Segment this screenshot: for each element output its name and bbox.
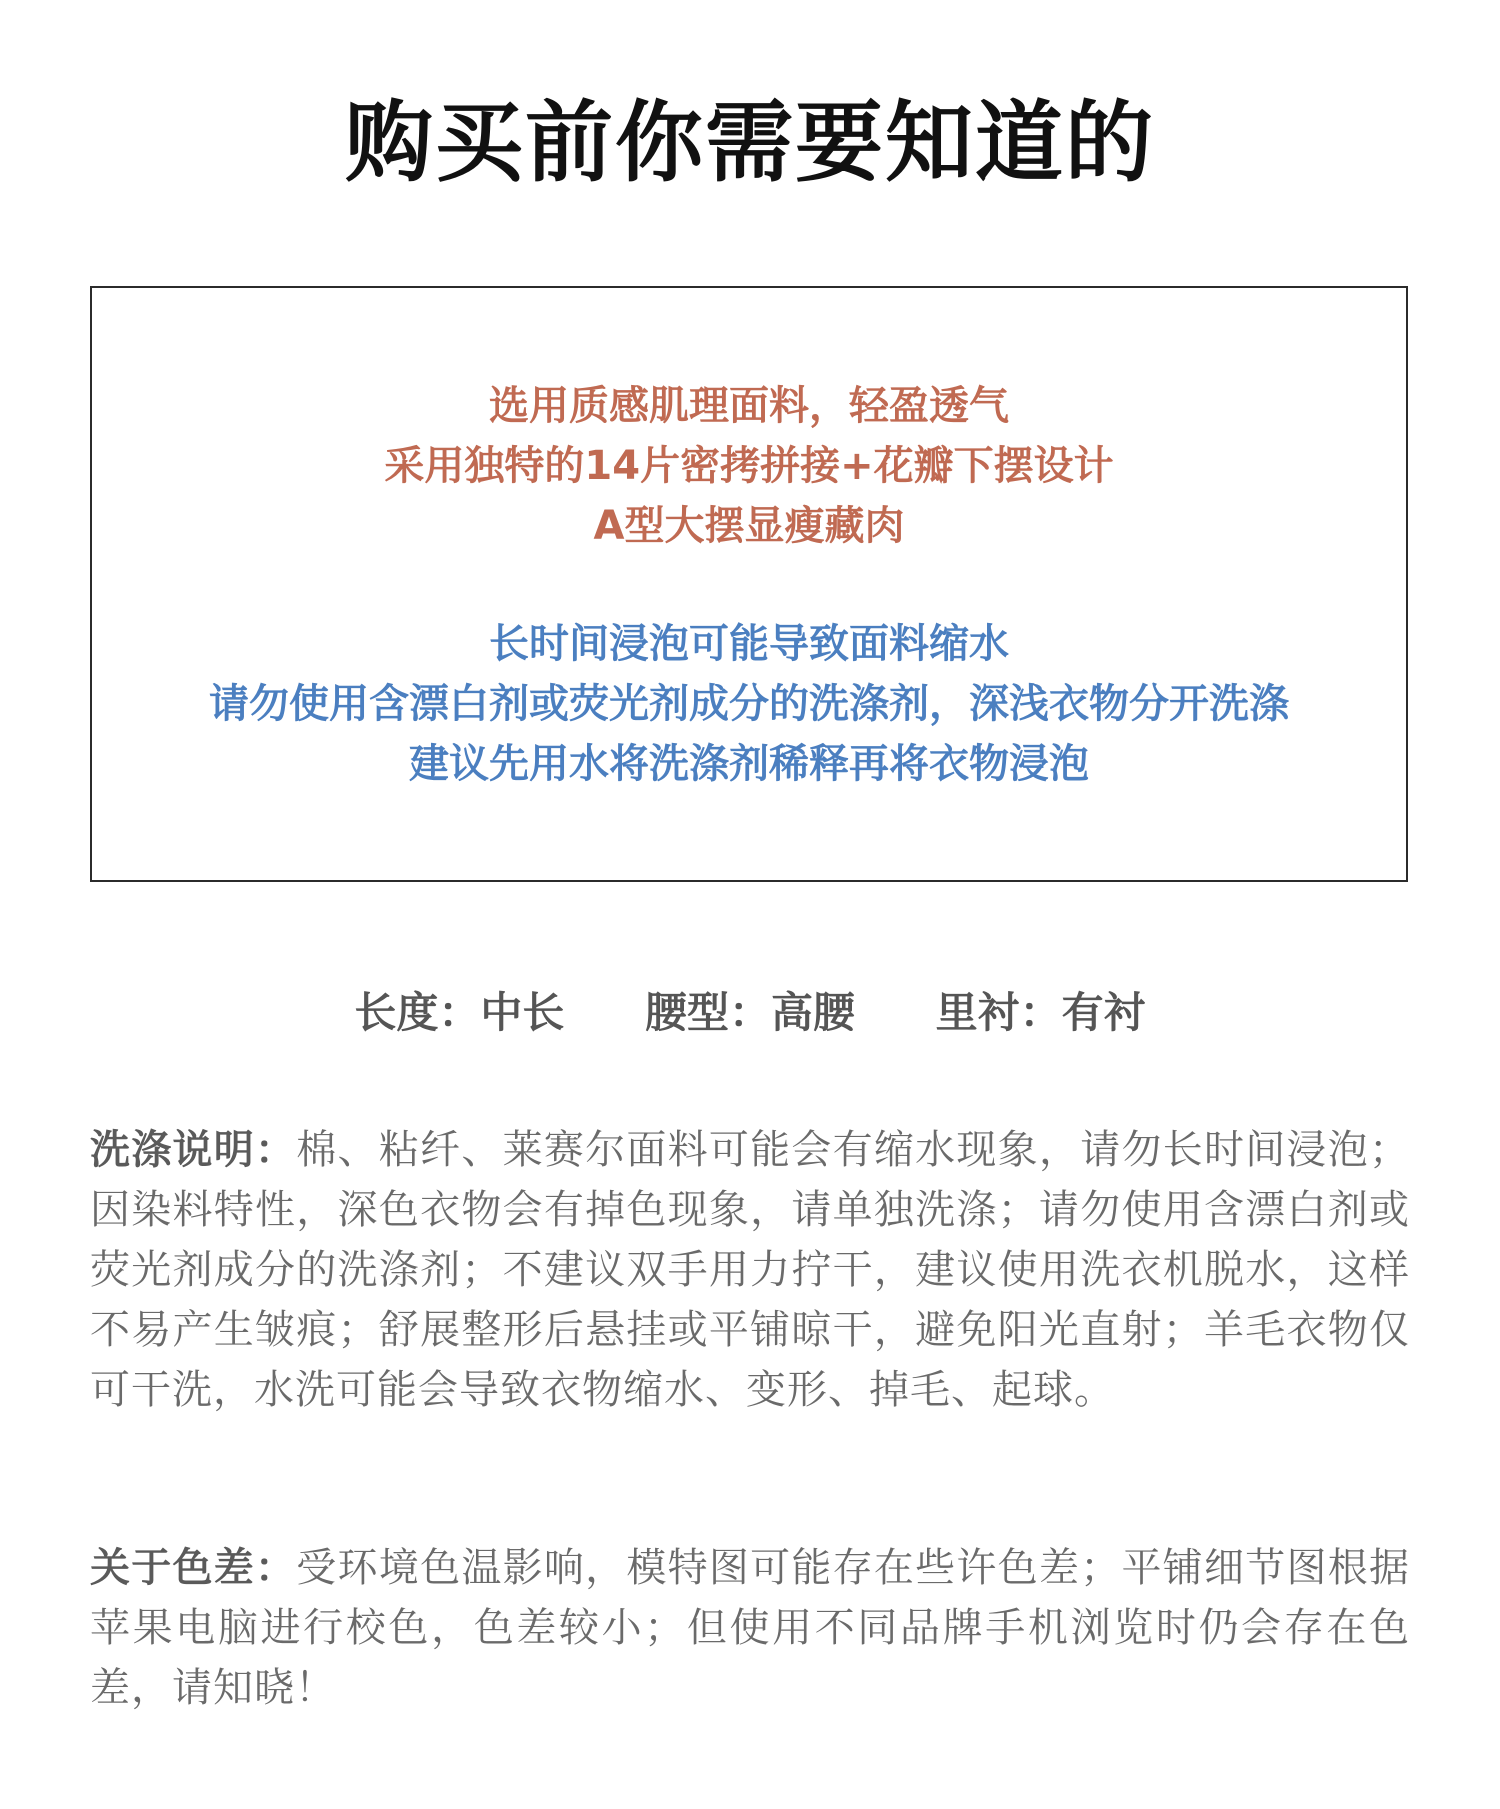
spec-length: 长度：中长 <box>354 988 565 1037</box>
care-lines <box>92 614 1406 794</box>
feature-line: 选用质感肌理面料，轻盈透气 <box>489 383 1009 429</box>
spec-lining: 里衬：有衬 <box>935 988 1146 1037</box>
feature-line: A型大摆显瘦藏肉 <box>593 503 905 549</box>
color-difference-note <box>90 1538 1410 1718</box>
spec-row <box>0 980 1500 1040</box>
spec-waist: 腰型：高腰 <box>644 988 855 1037</box>
color-note-label: 关于色差： <box>90 1545 297 1591</box>
feature-lines <box>92 376 1406 556</box>
care-line: 建议先用水将洗涤剂稀释再将衣物浸泡 <box>409 741 1089 787</box>
washing-text: 棉、粘纤、莱赛尔面料可能会有缩水现象，请勿长时间浸泡；因染料特性，深色衣物会有掉色现象，请单独洗涤；请勿使用含漂白剂或荧光剂成分的洗涤剂；不建议双手用力拧干，建议使用洗衣机脱水，这样不易产生皱痕；舒展整形后悬挂或平铺晾干，避免阳光直射；羊毛衣物仅可干洗，水洗可能会导致衣物缩水、变形、掉毛、起球。 <box>90 1127 1411 1413</box>
washing-instructions <box>90 1120 1410 1420</box>
feature-line: 采用独特的14片密拷拼接+花瓣下摆设计 <box>384 443 1114 489</box>
page-title: 购买前你需要知道的 <box>344 91 1155 194</box>
washing-label: 洗涤说明： <box>90 1127 297 1173</box>
care-line: 请勿使用含漂白剂或荧光剂成分的洗涤剂，深浅衣物分开洗涤 <box>209 681 1289 727</box>
highlight-box <box>90 286 1408 882</box>
color-note-text: 受环境色温影响，模特图可能存在些许色差；平铺细节图根据苹果电脑进行校色，色差较小；但使用不同品牌手机浏览时仍会存在色差，请知晓！ <box>90 1545 1411 1711</box>
care-line: 长时间浸泡可能导致面料缩水 <box>489 621 1009 667</box>
